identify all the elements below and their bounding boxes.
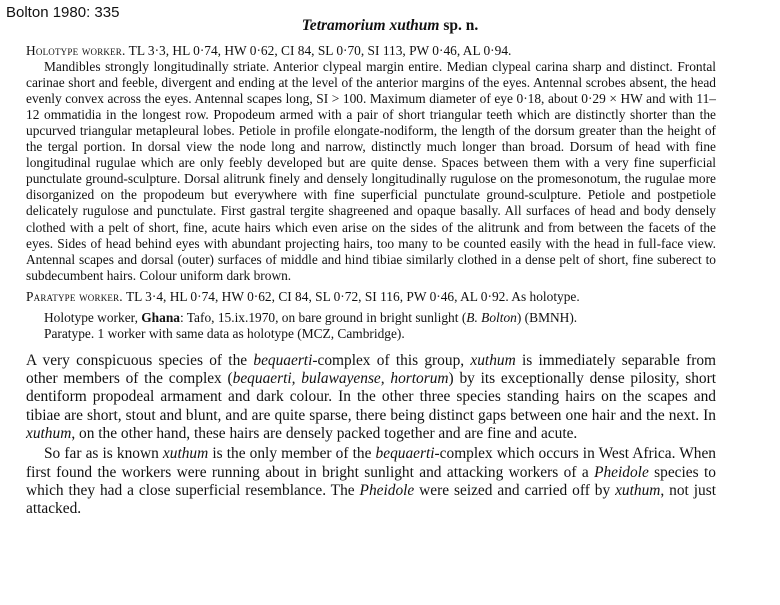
holotype-collector: B. Bolton — [466, 309, 517, 325]
paratype-material: Paratype. 1 worker with same data as holotype (MCZ, Cambridge). — [44, 325, 405, 341]
text-run: is the only member of the — [208, 445, 376, 463]
discussion-paragraph-2 — [26, 445, 716, 518]
taxon-name: bequaerti — [375, 445, 435, 463]
paratype-measurements-text: TL 3·4, HL 0·74, HW 0·62, CI 84, SL 0·72, SI 116, PW 0·46, AL 0·92. As holotype. — [122, 288, 580, 304]
taxon-name: xuthum — [162, 445, 209, 463]
holotype-description: Mandibles strongly longitudinally striate. Anterior clypeal margin entire. Median clypeal carina sharp and distinct. Frontal carinae short and feeble, divergent and ending at the level of the anterior margins of the eyes. Antennal scrobes absent, the head evenly convex across the eyes. Antennal scapes long, SI > 100. Maximum diameter of eye 0·18, about 0·29 × HW and with 11–12 ommatidia in the longest row. Propodeum armed with a pair of short triangular teeth which are distinctly shorter than the upcurved triangular metapleural lobes. Petiole in profile elongate-nodiform, the length of the dorsum greater than the height of the tergal portion. In dorsal view the node long and narrow, distinctly much longer than broad. Dorsum of head with fine longitudinal rugulae which are only feebly developed but are quite dense. Spaces between them with a very fine superficial punctulate ground-sculpture. Dorsal alitrunk finely and densely longitudinally rugulose on the promesonotum, the rugulae more disorganized on the propodeum but everywhere with fine superficial punctulate ground-sculpture. Petiole and postpetiole delicately rugulose and punctulate. First gastral tergite shagreened and opaque basally. All surfaces of head and body densely clothed with a pelt of short, fine, acute hairs which even arise on the sides of the alitrunk and from between the facets of the eyes. Sides of head behind eyes with abundant projecting hairs, too many to be counted easily with the head in full-face view. Antennal scapes and dorsal (outer) surfaces of middle and hind tibiae similarly clothed in a dense pelt of short, fine suberect to subdecumbent hairs. Colour uniform dark brown. — [26, 59, 716, 283]
taxon-name: xuthum — [26, 425, 72, 443]
species-name: Tetramorium xuthum — [301, 17, 440, 34]
taxon-name: xuthum — [615, 481, 661, 499]
citation-reference: Bolton 1980: 335 — [6, 4, 120, 21]
text-run: is immediately separable from other members of the complex ( — [26, 351, 716, 388]
holotype-locality: : Tafo, 15.ix.1970, on bare ground in bright sunlight ( — [179, 309, 467, 325]
species-title — [0, 17, 780, 35]
taxon-name: Pheidole — [359, 481, 415, 499]
discussion-paragraph-1 — [26, 352, 716, 443]
paratype-measurements — [26, 289, 716, 305]
taxon-name: Pheidole — [594, 463, 649, 481]
species-status: sp. n. — [439, 17, 479, 34]
holotype-depository: ) (BMNH). — [516, 309, 578, 325]
text-run: , not just attacked. — [26, 481, 716, 518]
holotype-material — [44, 310, 716, 326]
text-run: , on the other hand, these hairs are densely packed together and are fine and acute. — [71, 425, 578, 443]
text-run: So far as is known — [44, 445, 163, 463]
text-run: species to which they had a close superficial resemblance. The — [26, 463, 716, 499]
text-run: -complex which occurs in West Africa. When first found the workers were running about in bright sunlight and attacking workers of a — [26, 445, 717, 481]
taxon-name: bequaerti, bulawayense, hortorum — [232, 370, 449, 388]
taxon-name: xuthum — [470, 351, 516, 369]
holotype-country: Ghana — [141, 309, 180, 325]
holotype-measurements-text: TL 3·3, HL 0·74, HW 0·62, CI 84, SL 0·70, SI 113, PW 0·46, AL 0·94. — [125, 43, 512, 58]
text-run: -complex of this group, — [312, 351, 471, 369]
species-description — [26, 43, 716, 519]
text-run: were seized and carried off by — [414, 481, 616, 499]
taxon-name: bequaerti — [253, 351, 313, 369]
paratype-label: Paratype worker. — [26, 288, 123, 304]
text-run: ) by its exceptionally dense pilosity, short dentiform propodeal armament and dark colour. In the other three species standing hairs on the scapes and tibiae are short, stout and blunt, and are quite sparse, there being distinct gaps between one hair and the next. In — [26, 370, 716, 424]
holotype-material-prefix: Holotype worker, — [44, 309, 142, 325]
text-run: A very conspicuous species of the — [26, 351, 254, 369]
material-examined — [26, 310, 716, 342]
holotype-measurements — [26, 43, 716, 59]
holotype-label: Holotype worker. — [26, 43, 126, 58]
